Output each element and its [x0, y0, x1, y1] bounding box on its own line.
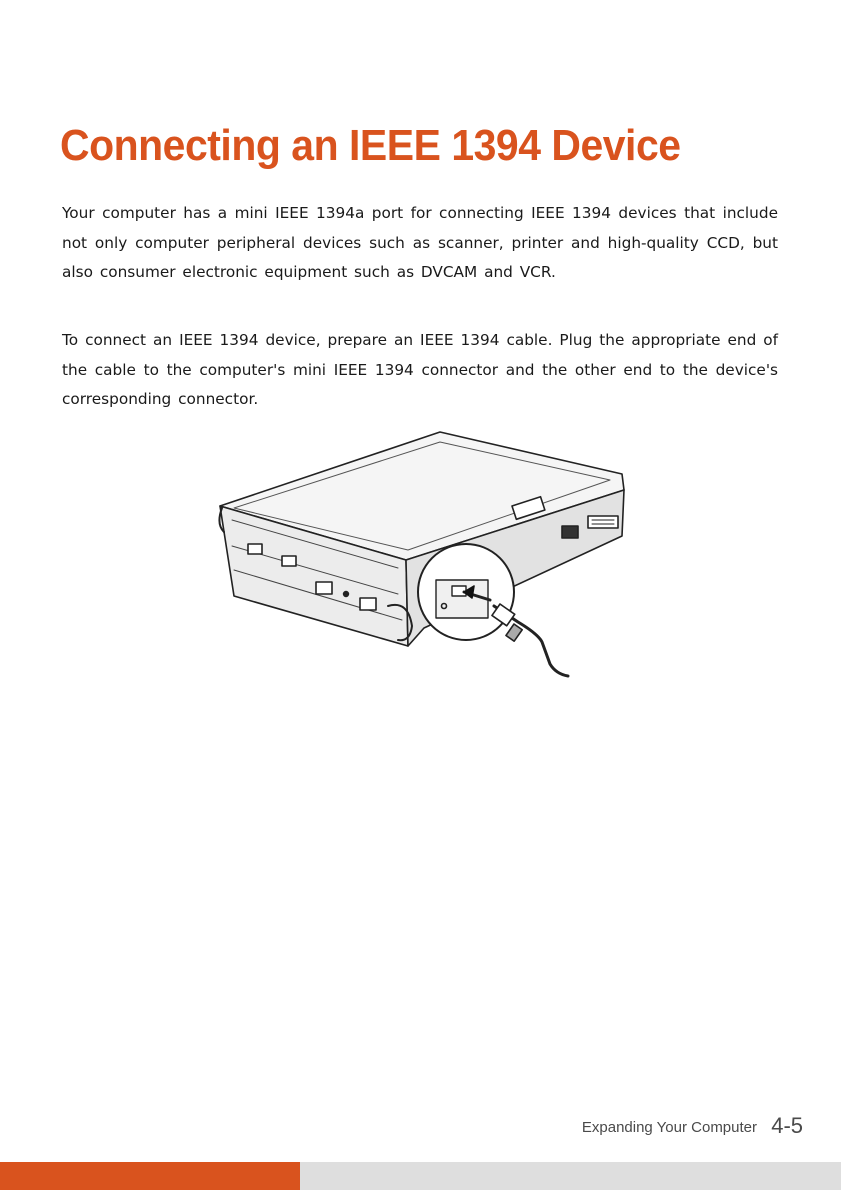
intro-paragraph: Your computer has a mini IEEE 1394a port for connecting IEEE 1394 devices that include not only computer peripheral devices such as scanner, printer and high-quality CCD, but also consumer electronic equipment such as DVCAM and VCR.	[62, 204, 778, 281]
footer-section-label: Expanding Your Computer	[581, 1119, 757, 1136]
laptop-ieee1394-illustration	[212, 428, 632, 678]
instructions-paragraph: To connect an IEEE 1394 device, prepare an IEEE 1394 cable. Plug the appropriate end of the cable to the computer's mini IEEE 1394 connector and the other end to the device's corresponding connector.	[62, 331, 778, 408]
footer-gray-bar	[300, 1162, 841, 1190]
footer-accent-bar	[0, 1162, 300, 1190]
page-number: 4-5	[771, 1113, 803, 1138]
page-title: Connecting an IEEE 1394 Device	[60, 121, 681, 170]
